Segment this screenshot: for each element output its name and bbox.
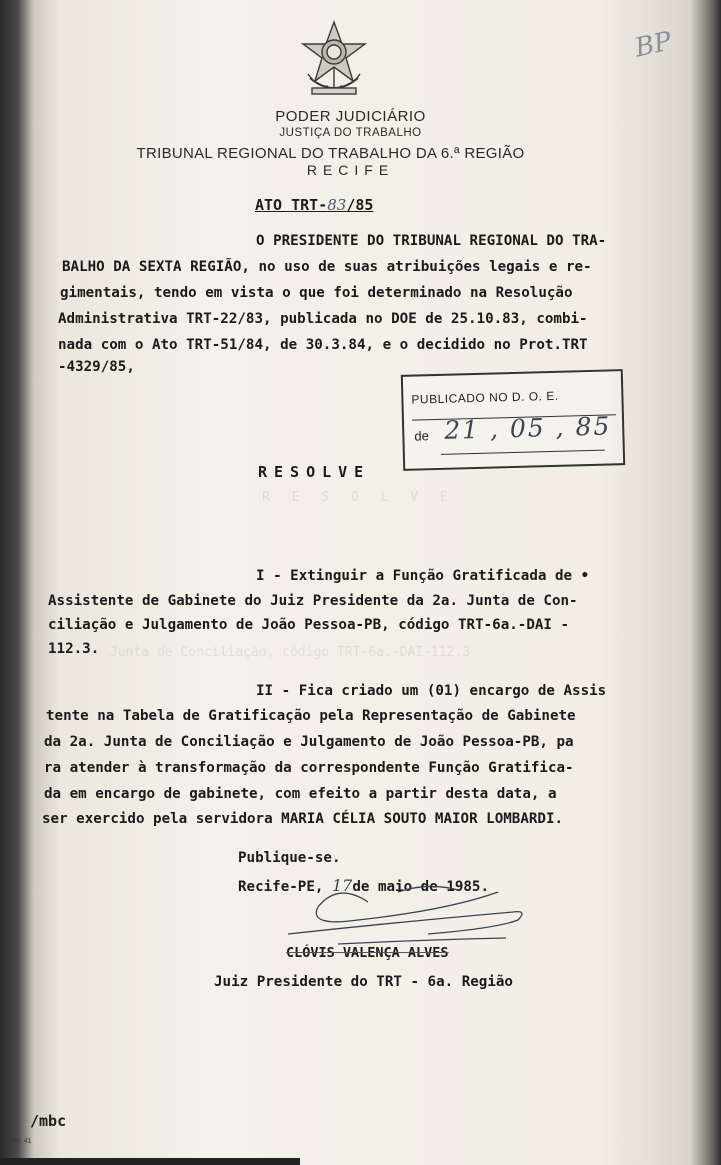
preamble-line: nada com o Ato TRT-51/84, de 30.3.84, e o decidido no Prot.TRT	[58, 337, 588, 353]
act-title-suffix: /85	[346, 196, 374, 214]
item-i-line: ciliação e Julgamento de João Pessoa-PB, código TRT-6a.-DAI -	[48, 617, 570, 633]
publish-order: Publique-se.	[238, 850, 341, 866]
scan-edge	[0, 1158, 300, 1165]
act-number-handwritten: 83	[327, 196, 347, 214]
coat-of-arms-emblem	[298, 18, 370, 100]
margin-initials-mark: BP	[632, 26, 675, 64]
preamble-line: gimentais, tendo em vista o que foi determinado na Resolução	[60, 285, 573, 301]
bleed-through-text: Junta de Conciliação, código TRT-6a.-DAI-112.3	[110, 645, 471, 660]
item-ii-line: ra atender à transformação da correspondente Função Gratifica-	[44, 760, 574, 776]
date-remainder: de maio de 1985.	[352, 879, 489, 895]
item-i-line: I - Extinguir a Função Gratificada de •	[256, 568, 590, 584]
handwritten-day: 17	[331, 876, 353, 895]
header-city: RECIFE	[306, 162, 395, 178]
item-ii-line: da 2a. Junta de Conciliação e Julgamento de João Pessoa-PB, pa	[44, 734, 574, 750]
act-title-prefix: ATO TRT-	[255, 196, 328, 214]
preamble-line: -4329/85,	[58, 359, 135, 375]
publication-stamp	[401, 369, 625, 471]
resolve-heading: RESOLVE	[258, 463, 371, 481]
bleed-through-text: R E S O L V E	[262, 490, 455, 505]
volume-footnote: T Vol. 41	[4, 1138, 32, 1145]
item-ii-line: ser exercido pela servidora MARIA CÉLIA SOUTO MAIOR LOMBARDI.	[42, 811, 564, 827]
item-ii-line: tente na Tabela de Gratificação pela Representação de Gabinete	[46, 708, 576, 724]
item-i-line: 112.3.	[48, 641, 100, 657]
preamble-line: BALHO DA SEXTA REGIÃO, no uso de suas atribuições legais e re-	[62, 259, 592, 275]
handwritten-signature	[248, 862, 548, 952]
stamp-date-line	[441, 450, 605, 455]
signer-role: Juiz Presidente do TRT - 6a. Região	[214, 974, 513, 990]
item-ii-line: II - Fica criado um (01) encargo de Assis	[256, 683, 607, 699]
item-i-line: Assistente de Gabinete do Juiz Presidente da 2a. Junta de Con-	[48, 593, 578, 609]
item-ii-line: da em encargo de gabinete, com efeito a partir desta data, a	[44, 786, 557, 802]
stamp-label: PUBLICADO NO D. O. E.	[411, 379, 616, 420]
preamble-line: Administrativa TRT-22/83, publicada no DOE de 25.10.83, combi-	[58, 311, 588, 327]
stamp-handwritten-date: 21 , 05 , 85	[443, 411, 612, 445]
signer-name: CLÓVIS VALENÇA ALVES	[286, 945, 449, 961]
header-tribunal: TRIBUNAL REGIONAL DO TRABALHO DA 6.ª REGIÃO	[136, 145, 525, 162]
typist-initials: /mbc	[30, 1112, 67, 1130]
act-title	[255, 196, 373, 214]
header-poder-judiciario: PODER JUDICIÁRIO	[275, 108, 426, 125]
place-label: Recife-PE,	[238, 879, 324, 895]
stamp-de-label: de	[414, 428, 430, 444]
header-justica-trabalho: JUSTIÇA DO TRABALHO	[279, 127, 422, 139]
preamble-line: O PRESIDENTE DO TRIBUNAL REGIONAL DO TRA-	[256, 233, 607, 249]
